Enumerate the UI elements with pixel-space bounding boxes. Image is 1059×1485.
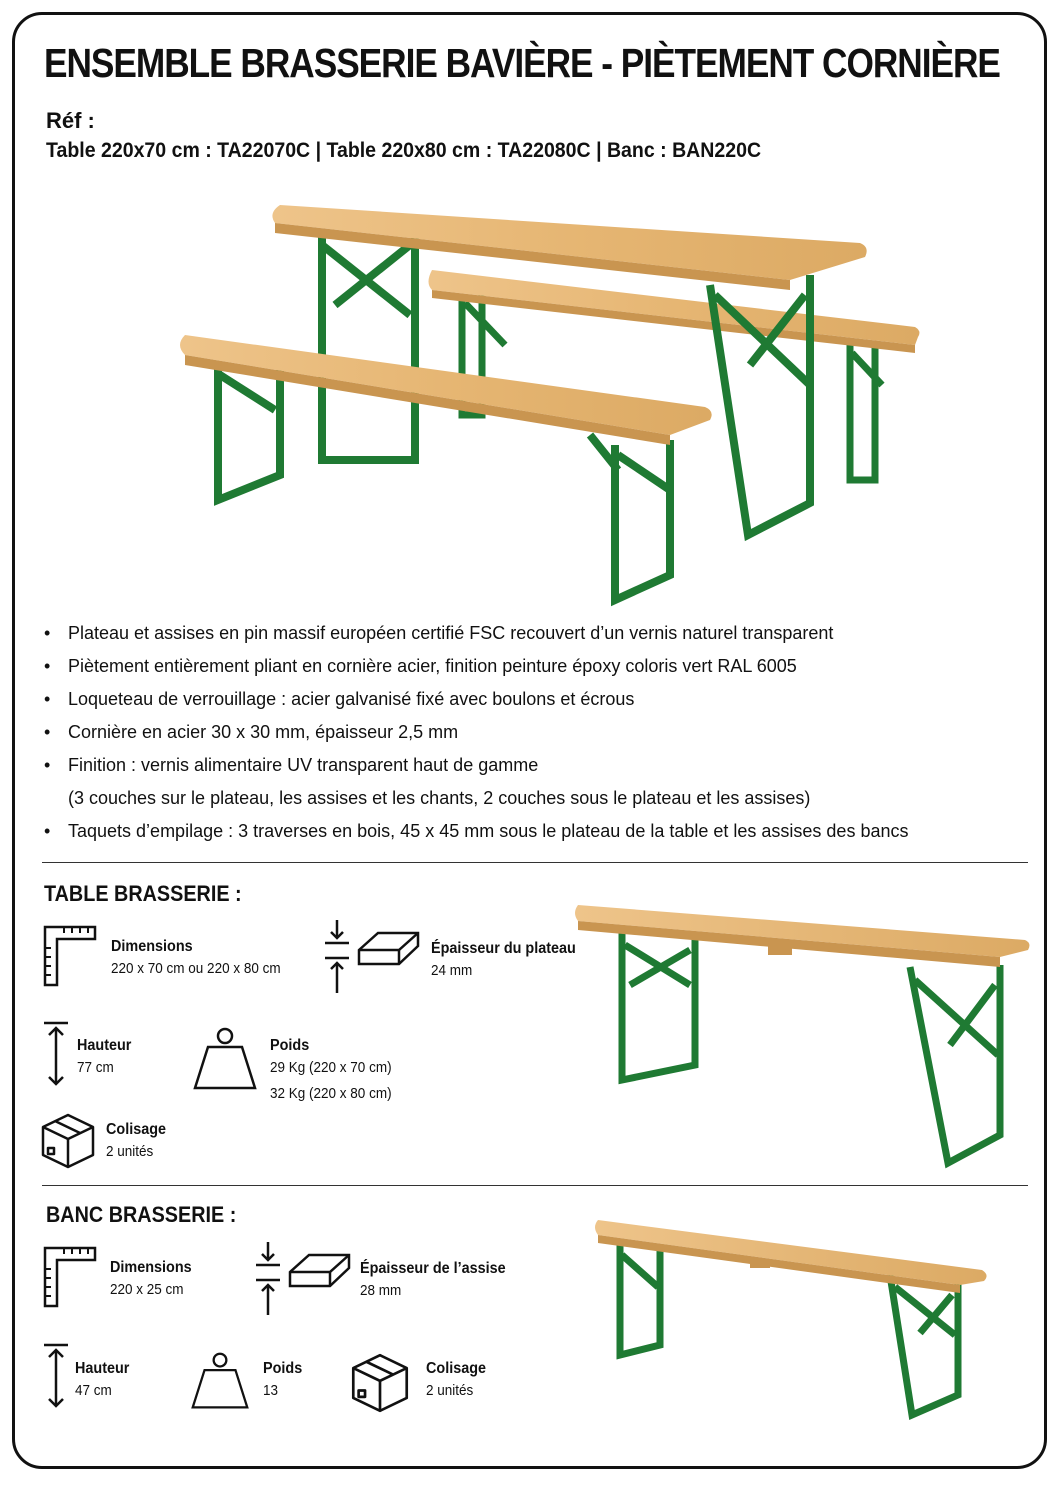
table-packing <box>106 1121 173 1165</box>
bullet-icon: • <box>44 755 51 775</box>
weight-icon <box>190 1350 250 1412</box>
table-section-title: TABLE BRASSERIE : <box>44 881 242 906</box>
divider <box>42 862 1028 863</box>
bench-illustration <box>590 1215 995 1425</box>
packing-value: 2 unités <box>426 1382 474 1399</box>
weight-value: 13 <box>263 1382 279 1399</box>
height-label: Hauteur <box>75 1360 130 1377</box>
box-icon <box>350 1352 410 1414</box>
thickness-value: 24 mm <box>431 962 473 979</box>
front-bench-top <box>180 335 712 445</box>
feature-text: Loqueteau de verrouillage : acier galvanisé fixé avec boulons et écrous <box>68 689 635 709</box>
bench-thickness <box>360 1260 522 1304</box>
feature-list <box>44 617 1004 848</box>
feature-text: Taquets d’empilage : 3 traverses en bois, 45 x 45 mm sous le plateau de la table et les assises des bancs <box>68 821 909 841</box>
feature-text: Piètement entièrement pliant en cornière acier, finition peinture époxy coloris vert RAL 6005 <box>68 656 797 676</box>
weight-label: Poids <box>263 1360 303 1377</box>
feature-text: (3 couches sur le plateau, les assises et les chants, 2 couches sous le plateau et les assises) <box>68 788 811 808</box>
dimensions-label: Dimensions <box>110 1259 192 1276</box>
table-illustration <box>570 895 1035 1170</box>
table-dimensions <box>111 938 299 982</box>
divider <box>42 1185 1028 1186</box>
feature-item <box>44 749 1004 782</box>
table-weight <box>270 1037 405 1107</box>
dimensions-value: 220 x 70 cm ou 220 x 80 cm <box>111 960 281 977</box>
bullet-icon: • <box>44 722 51 742</box>
bench-height <box>75 1360 135 1404</box>
feature-item <box>44 716 1004 749</box>
bullet-icon: • <box>44 623 51 643</box>
bullet-icon: • <box>44 689 51 709</box>
feature-text: Plateau et assises en pin massif européen certifié FSC recouvert d’un vernis naturel transparent <box>68 623 834 643</box>
feature-text: Finition : vernis alimentaire UV transparent haut de gamme <box>68 755 539 775</box>
feature-item <box>44 815 1004 848</box>
ruler-square-icon <box>42 1245 98 1309</box>
bench-packing <box>426 1360 493 1404</box>
feature-item <box>44 650 1004 683</box>
bullet-icon: • <box>44 656 51 676</box>
page-title: ENSEMBLE BRASSERIE BAVIÈRE - PIÈTEMENT CORNIÈRE <box>44 40 1000 86</box>
thickness-label: Épaisseur de l’assise <box>360 1260 506 1277</box>
feature-item <box>44 617 1004 650</box>
weight-icon <box>192 1027 258 1091</box>
feature-item <box>44 683 1004 716</box>
thickness-label: Épaisseur du plateau <box>431 940 576 957</box>
board-thickness-icon <box>322 918 422 996</box>
height-arrow-icon <box>42 1020 70 1088</box>
table-thickness <box>431 940 592 984</box>
bench-section-title: BANC BRASSERIE : <box>46 1202 237 1227</box>
height-label: Hauteur <box>77 1037 132 1054</box>
table-height <box>77 1037 137 1081</box>
feature-item-continuation <box>44 782 1004 815</box>
height-value: 77 cm <box>77 1059 114 1076</box>
thickness-value: 28 mm <box>360 1282 402 1299</box>
weight-value: 32 Kg (220 x 80 cm) <box>270 1085 392 1102</box>
packing-value: 2 unités <box>106 1143 154 1160</box>
bench-dimensions <box>110 1259 201 1303</box>
bench-weight <box>263 1360 307 1404</box>
weight-value: 29 Kg (220 x 70 cm) <box>270 1059 392 1076</box>
weight-label: Poids <box>270 1037 310 1054</box>
packing-label: Colisage <box>106 1121 167 1138</box>
height-arrow-icon <box>42 1342 70 1410</box>
reference-label: Réf : <box>46 108 95 133</box>
product-set-illustration <box>170 185 930 610</box>
dimensions-value: 220 x 25 cm <box>110 1281 184 1298</box>
reference-codes: Table 220x70 cm : TA22070C | Table 220x80 cm : TA22080C | Banc : BAN220C <box>46 139 762 162</box>
bullet-icon: • <box>44 821 51 841</box>
box-icon <box>40 1112 96 1170</box>
height-value: 47 cm <box>75 1382 112 1399</box>
feature-text: Cornière en acier 30 x 30 mm, épaisseur 2,5 mm <box>68 722 459 742</box>
dimensions-label: Dimensions <box>111 938 193 955</box>
packing-label: Colisage <box>426 1360 487 1377</box>
ruler-square-icon <box>42 924 98 988</box>
board-thickness-icon <box>253 1240 353 1318</box>
